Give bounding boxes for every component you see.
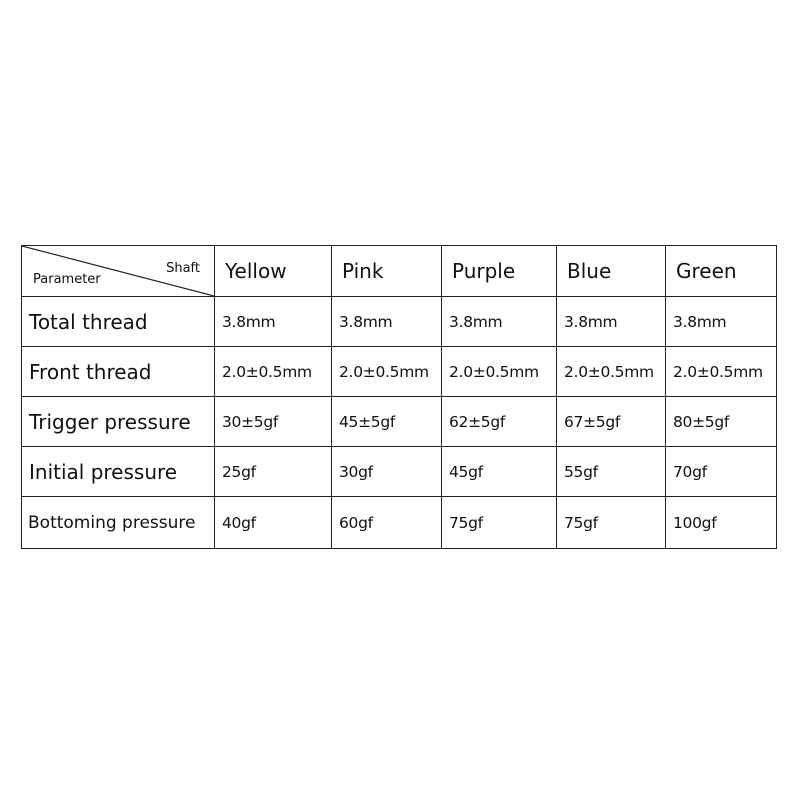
- table-cell: 62±5gf: [442, 397, 557, 447]
- corner-parameter-label: Parameter: [33, 272, 101, 287]
- column-header-blue: Blue: [557, 246, 666, 297]
- table-row-total-thread: [22, 297, 777, 347]
- spec-table: [21, 245, 777, 549]
- table-cell: 70gf: [666, 447, 777, 497]
- column-header-purple: Purple: [442, 246, 557, 297]
- table-cell: 3.8mm: [332, 297, 442, 347]
- row-header: Trigger pressure: [22, 397, 215, 447]
- table-row-front-thread: [22, 347, 777, 397]
- header-row: [22, 246, 777, 297]
- column-header-pink: Pink: [332, 246, 442, 297]
- table-cell: 2.0±0.5mm: [215, 347, 332, 397]
- table-cell: 2.0±0.5mm: [557, 347, 666, 397]
- column-header-green: Green: [666, 246, 777, 297]
- row-header: Initial pressure: [22, 447, 215, 497]
- table-cell: 2.0±0.5mm: [442, 347, 557, 397]
- table-cell: 2.0±0.5mm: [666, 347, 777, 397]
- table-cell: 55gf: [557, 447, 666, 497]
- table-cell: 100gf: [666, 497, 777, 549]
- table-cell: 75gf: [557, 497, 666, 549]
- table-cell: 3.8mm: [215, 297, 332, 347]
- table-cell: 3.8mm: [557, 297, 666, 347]
- table-cell: 45±5gf: [332, 397, 442, 447]
- table-cell: 67±5gf: [557, 397, 666, 447]
- table-cell: 75gf: [442, 497, 557, 549]
- table-cell: 2.0±0.5mm: [332, 347, 442, 397]
- column-header-yellow: Yellow: [215, 246, 332, 297]
- table-cell: 60gf: [332, 497, 442, 549]
- row-header: Bottoming pressure: [22, 497, 215, 549]
- table-cell: 25gf: [215, 447, 332, 497]
- row-header: Total thread: [22, 297, 215, 347]
- table-cell: 40gf: [215, 497, 332, 549]
- table-cell: 3.8mm: [442, 297, 557, 347]
- table-cell: 45gf: [442, 447, 557, 497]
- table-cell: 3.8mm: [666, 297, 777, 347]
- corner-shaft-label: Shaft: [166, 261, 200, 276]
- row-header: Front thread: [22, 347, 215, 397]
- corner-cell: [22, 246, 215, 297]
- table-row-bottoming-pressure: [22, 497, 777, 549]
- table-cell: 30gf: [332, 447, 442, 497]
- table-cell: 30±5gf: [215, 397, 332, 447]
- table-row-trigger-pressure: [22, 397, 777, 447]
- table-row-initial-pressure: [22, 447, 777, 497]
- table-cell: 80±5gf: [666, 397, 777, 447]
